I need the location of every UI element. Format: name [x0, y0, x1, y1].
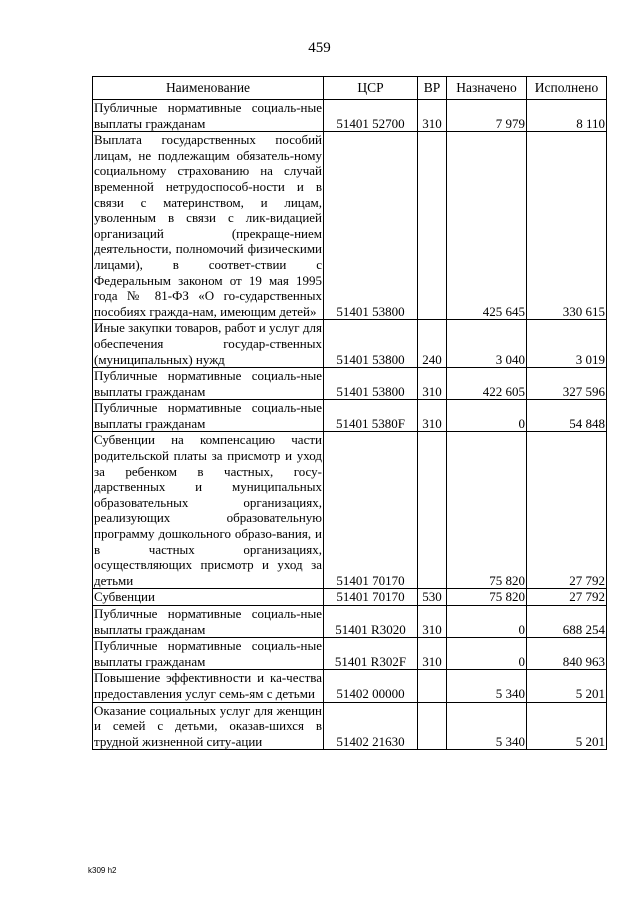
table-row: [93, 702, 607, 750]
table-row: [93, 589, 607, 606]
cell-name: Публичные нормативные социаль-ные выплаты гражданам: [94, 368, 322, 399]
cell-assigned: 0: [447, 606, 527, 638]
budget-table: [92, 76, 607, 750]
cell-csr: 51402 21630: [324, 702, 418, 750]
cell-executed: 54 848: [527, 400, 607, 432]
column-header-executed: Исполнено: [527, 77, 607, 100]
cell-csr: 51401 53800: [324, 320, 418, 368]
cell-executed: 8 110: [527, 100, 607, 132]
cell-assigned: 5 340: [447, 702, 527, 750]
page-number: 459: [308, 40, 331, 56]
cell-executed: 27 792: [527, 589, 607, 606]
cell-assigned: 422 605: [447, 368, 527, 400]
cell-name: Выплата государственных пособий лицам, не подлежащим обязатель-ному социальному страхованию на случай временной нетрудоспособ-ности и в связи с материнством, и лицам, уволенным в связи с лик-видацией организаций (прекраще-нием деятельности, полномочий физическими лицами), в соответ-ствии с Федеральным законом от 19 мая 1995 года № 81-ФЗ «О го-сударственных пособиях гражда-нам, имеющим детей»: [94, 132, 322, 319]
table-row: [93, 670, 607, 702]
cell-csr: 51401 R302F: [324, 638, 418, 670]
footer-code: k309 h2: [88, 866, 117, 875]
cell-csr: 51401 70170: [324, 589, 418, 606]
cell-name: Публичные нормативные социаль-ные выплаты гражданам: [94, 100, 322, 131]
cell-vr: 310: [418, 400, 447, 432]
cell-assigned: 0: [447, 638, 527, 670]
cell-executed: 5 201: [527, 670, 607, 702]
cell-vr: 310: [418, 606, 447, 638]
cell-csr: 51401 5380F: [324, 400, 418, 432]
cell-executed: 688 254: [527, 606, 607, 638]
cell-csr: 51401 R3020: [324, 606, 418, 638]
cell-executed: 27 792: [527, 432, 607, 589]
cell-vr: 310: [418, 100, 447, 132]
cell-assigned: 3 040: [447, 320, 527, 368]
table-row: [93, 368, 607, 400]
column-header-name: Наименование: [93, 77, 324, 100]
cell-assigned: 7 979: [447, 100, 527, 132]
cell-assigned: 0: [447, 400, 527, 432]
cell-csr: 51401 70170: [324, 432, 418, 589]
table-row: [93, 320, 607, 368]
cell-assigned: 75 820: [447, 589, 527, 606]
cell-name: Публичные нормативные социаль-ные выплаты гражданам: [94, 606, 322, 637]
table-row: [93, 132, 607, 320]
table-header-row: [93, 77, 607, 100]
column-header-vr: ВР: [418, 77, 447, 100]
table-row: [93, 638, 607, 670]
cell-vr: 530: [418, 589, 447, 606]
cell-executed: 327 596: [527, 368, 607, 400]
cell-assigned: 425 645: [447, 132, 527, 320]
cell-assigned: 5 340: [447, 670, 527, 702]
cell-vr: [418, 670, 447, 702]
cell-executed: 5 201: [527, 702, 607, 750]
cell-assigned: 75 820: [447, 432, 527, 589]
cell-csr: 51401 52700: [324, 100, 418, 132]
table-row: [93, 100, 607, 132]
cell-name: Повышение эффективности и ка-чества предоставления услуг семь-ям с детьми: [94, 670, 322, 701]
cell-csr: 51401 53800: [324, 368, 418, 400]
cell-name: Иные закупки товаров, работ и услуг для обеспечения государ-ственных (муниципальных) нужд: [94, 320, 322, 367]
cell-executed: 330 615: [527, 132, 607, 320]
cell-vr: [418, 432, 447, 589]
cell-executed: 3 019: [527, 320, 607, 368]
cell-vr: [418, 132, 447, 320]
cell-name: Публичные нормативные социаль-ные выплаты гражданам: [94, 400, 322, 431]
cell-csr: 51402 00000: [324, 670, 418, 702]
cell-vr: 310: [418, 638, 447, 670]
table-row: [93, 606, 607, 638]
cell-vr: [418, 702, 447, 750]
cell-name: Субвенции на компенсацию части родительской платы за присмотр и уход за ребенком в частных, госу-дарственных и муниципальных образовательных организациях, реализующих образовательную программу дошкольного образо-вания, и в частных организациях, осуществляющих присмотр и уход за детьми: [94, 432, 322, 588]
cell-name: Публичные нормативные социаль-ные выплаты гражданам: [94, 638, 322, 669]
column-header-assigned: Назначено: [447, 77, 527, 100]
cell-vr: 240: [418, 320, 447, 368]
cell-vr: 310: [418, 368, 447, 400]
cell-name: Субвенции: [93, 589, 324, 606]
cell-csr: 51401 53800: [324, 132, 418, 320]
table-row: [93, 432, 607, 589]
table-row: [93, 400, 607, 432]
table-body: [93, 100, 607, 750]
cell-name: Оказание социальных услуг для женщин и семей с детьми, оказав-шихся в трудной жизненной ситу-ации: [94, 702, 322, 749]
cell-executed: 840 963: [527, 638, 607, 670]
column-header-csr: ЦСР: [324, 77, 418, 100]
